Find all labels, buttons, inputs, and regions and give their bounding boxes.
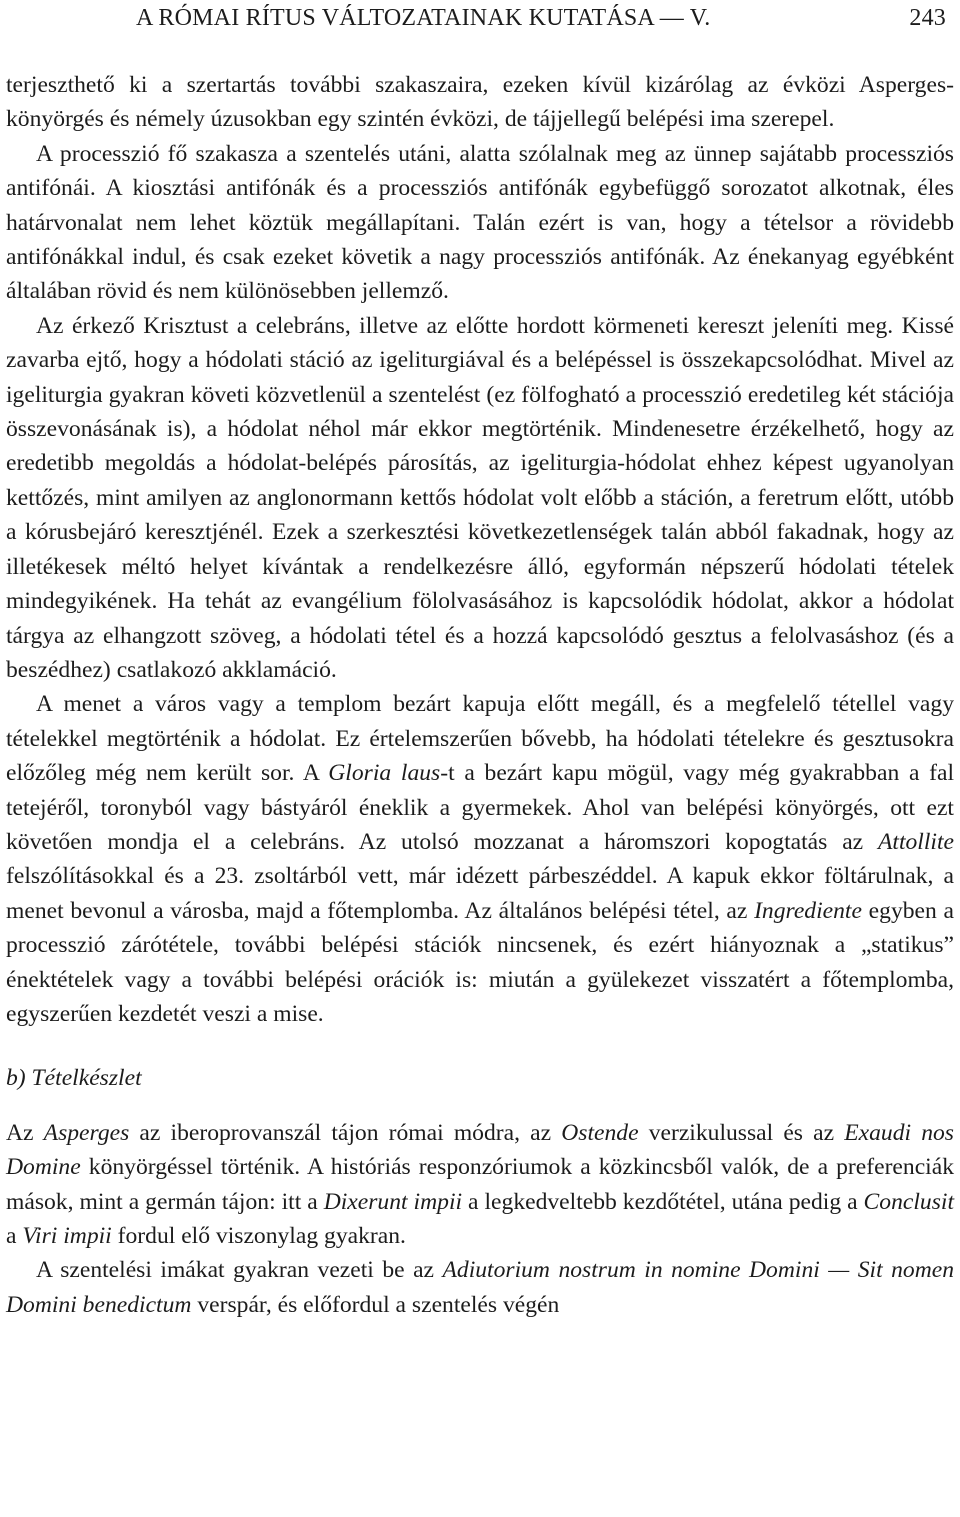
text-run: -t a bezárt kapu mögül, vagy még gyakrabban a fal tetejéről, toronyból vagy bástyáról éneklik a gyermekek. Ahol van belépési könyörgés, ott ezt követően mondja el a celebráns. Az utolsó mozzanat a háromszori kopogtatás az	[6, 760, 954, 855]
page-number: 243	[909, 5, 946, 31]
paragraph	[6, 1253, 954, 1322]
italic-term: Asperges	[43, 1119, 130, 1146]
paragraph	[6, 309, 954, 687]
text-run: az iberoprovanszál tájon római módra, az	[129, 1119, 562, 1146]
paragraph	[6, 687, 954, 1031]
italic-term: Viri impii	[22, 1223, 112, 1249]
text-run: a	[6, 1223, 23, 1249]
text-run: verzikulussal és az	[638, 1119, 845, 1146]
text-run: a legkedveltebb kezdőtétel, utána pedig a	[462, 1188, 864, 1215]
paragraph	[6, 1116, 954, 1254]
italic-term: Adiutorium nostrum in nomine Domini — Sit nomen Domini benedictum	[6, 1257, 954, 1318]
running-header	[6, 0, 954, 40]
text-run: A menet a város vagy a templom bezárt kapuja előtt megáll, és a megfelelő tétellel vagy tételekkel megtörténik a hódolat. Ez értelemszerűen bővebb, ha hódolati tételekre és gesztusokra előzőleg még nem került sor. A	[6, 691, 954, 787]
running-header-title: A RÓMAI RÍTUS VÁLTOZATAINAK KUTATÁSA — V.	[136, 5, 711, 31]
italic-term: Ostende	[561, 1119, 639, 1146]
text-run: Az	[6, 1119, 44, 1146]
italic-term: Ingrediente	[754, 897, 862, 924]
paragraph	[6, 137, 954, 309]
text-run: fordul elő viszonylag gyakran.	[111, 1223, 406, 1249]
italic-term: Exaudi nos Domine	[6, 1119, 954, 1181]
text-run: felszólításokkal és a 23. zsoltárból vett, már idézett párbeszéddel. A kapuk ekkor föltárulnak, a menet bevonul a városba, majd a főtemplomba. Az általános belépési tétel, az	[6, 863, 954, 924]
text-run: A processzió fő szakasza a szentelés utáni, alatta szólalnak meg az ünnep sajátabb processziós antifónái. A kiosztási antifónák és a processziós antifónák egybefüggő sorozatot alkotnak, éles határvonalat nem lehet köztük megállapítani. Talán ezért is van, hogy a tételsor a rövidebb antifónákkal indul, és csak ezeket követik a nagy processziós antifónák. Az énekanyag egyébként általában rövid és nem különösebben jellemző.	[6, 140, 954, 305]
text-run: Az érkező Krisztust a celebráns, illetve az előtte hordott körmeneti kereszt jeleníti meg. Kissé zavarba ejtő, hogy a hódolati stáció az igeliturgiával és a belépéssel is összekapcsolódhat. Mivel az igeliturgia gyakran követi közvetlenül a szentelést (ez fölfogható a processzió eredetileg két stációja összevonásának is), a hódolat néhol már ekkor megtörténik. Mindenesetre érzékelhető, hogy az eredetibb megoldás a hódolat-belépés párosítás, az igeliturgia-hódolat ehhez képest ugyanolyan kettőzés, mint amilyen az anglonormann kettős hódolat volt előbb a stáción, a feretrum előtt, utóbb a kórusbejáró keresztjénél. Ezek a szerkesztési következetlenségek talán abból fakadnak, hogy az illetékesek méltó helyet kívántak a rendelkezésre álló, egyformán népszerű hódolati tételek mindegyikének. Ha tehát az evangélium fölolvasásához is kapcsolódik hódolat, akkor a hódolat tárgya az elhangzott szöveg, a hódolati tétel és a hozzá kapcsolódó gesztus a felolvasáshoz (és a beszédhez) csatlakozó akklamáció.	[6, 312, 954, 683]
text-run: egyben a processzió zárótétele, további belépési stációk nincsenek, és ezért hiányoznak a „statikus” énektételek vagy a további belépési orációk is: miután a gyülekezet visszatért a főtemplomba, egyszerűen kezdetét veszi a mise.	[6, 897, 954, 1027]
paragraph-continued	[6, 68, 954, 137]
italic-term: Attollite	[877, 828, 954, 855]
italic-term: Gloria laus	[328, 760, 441, 787]
text-run: könyörgéssel történik. A históriás responzóriumok a közkincsből valók, de a preferenciák mások, mint a germán tájon: itt a	[6, 1154, 954, 1215]
text-run: verspár, és előfordul a szentelés végén	[191, 1291, 560, 1318]
italic-term: Dixerunt impii	[323, 1188, 463, 1215]
text-run: A szentelési imákat gyakran vezeti be az	[36, 1257, 443, 1284]
italic-term: Conclusit	[863, 1188, 954, 1215]
text-run: terjeszthető ki a szertartás további szakaszaira, ezeken kívül kizárólag az évközi Asperges-könyörgés és némely úzusokban egy szintén évközi, de tájjellegű belépési ima szerepel.	[6, 72, 954, 133]
section-heading: b) Tételkészlet	[6, 1065, 142, 1092]
body-text	[6, 68, 954, 1322]
